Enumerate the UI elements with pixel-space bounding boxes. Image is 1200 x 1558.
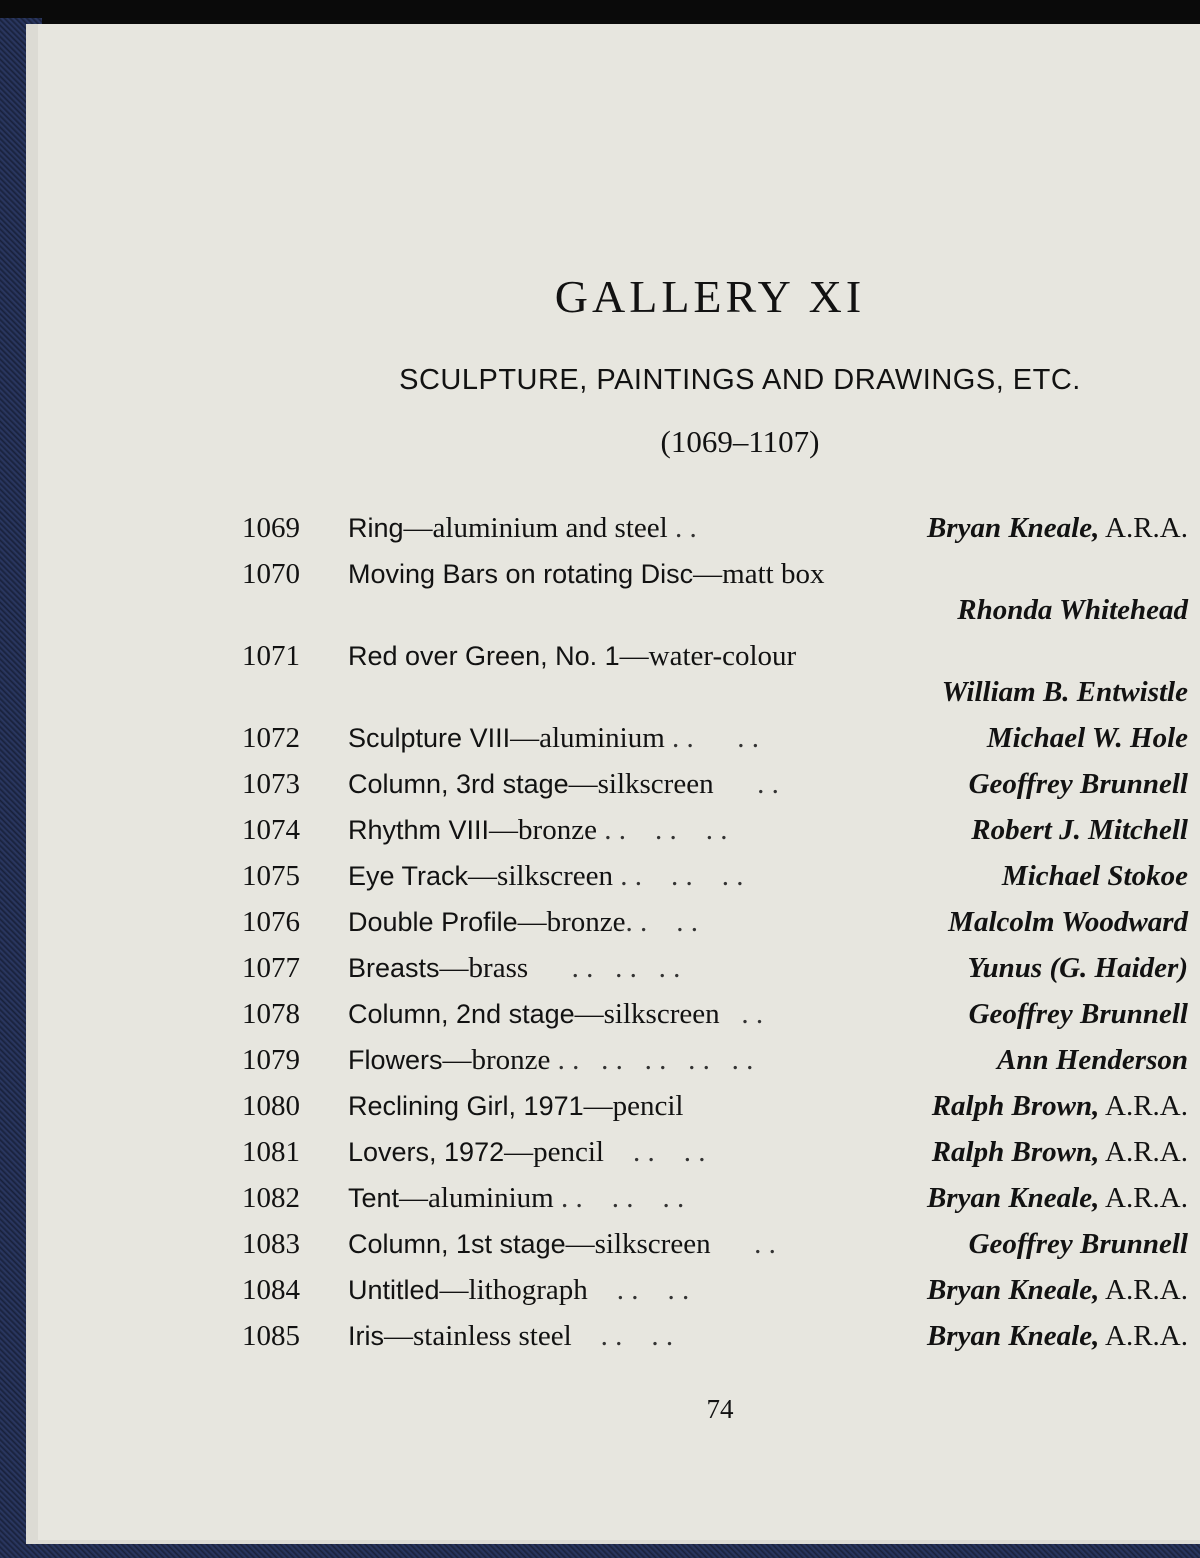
dot-leader: . . . . . .: [596, 814, 728, 846]
work-title: Flowers: [348, 1045, 443, 1075]
work-title-line: [348, 640, 796, 673]
work-title-line: [348, 768, 779, 801]
catalogue-number: 1078: [242, 998, 300, 1030]
dot-leader: . . . .: [603, 1136, 706, 1168]
work-title: Eye Track: [348, 861, 469, 891]
catalogue-entry: [242, 1274, 1188, 1320]
artist-name: Rhonda Whitehead: [957, 594, 1188, 626]
work-medium: —matt box: [693, 558, 825, 590]
artist-honor: A.R.A.: [1099, 1182, 1188, 1214]
artist-credit: [997, 1044, 1188, 1077]
artist-credit: [1002, 860, 1188, 893]
work-title-line: [348, 722, 759, 755]
catalogue-number: 1080: [242, 1090, 300, 1122]
artist-credit: [948, 906, 1188, 939]
artist-credit: [927, 1320, 1188, 1353]
work-title-line: [348, 860, 744, 893]
dot-leader: . . . .: [587, 1274, 690, 1306]
catalogue-number: 1082: [242, 1182, 300, 1214]
catalogue-entry: [242, 1320, 1188, 1366]
gallery-title: GALLERY XI: [554, 271, 866, 322]
catalogue-number-range: (1069–1107): [660, 424, 820, 459]
artist-credit: [932, 1090, 1188, 1123]
dot-leader: . . . . . .: [553, 1182, 685, 1214]
work-title: Tent: [348, 1183, 400, 1213]
work-title: Ring: [348, 513, 404, 543]
work-title: Sculpture VIII: [348, 723, 511, 753]
dot-leader: . . . . . . . . . .: [550, 1044, 754, 1076]
work-title-line: [348, 906, 698, 939]
catalogue-number: 1073: [242, 768, 300, 800]
artist-credit: [971, 814, 1188, 847]
catalogue-page: [38, 24, 1200, 1540]
page-number: 74: [706, 1394, 734, 1424]
catalogue-number: 1083: [242, 1228, 300, 1260]
section-subtitle: SCULPTURE, PAINTINGS AND DRAWINGS, ETC.: [399, 364, 1081, 396]
artist-name: Bryan Kneale,: [926, 1274, 1100, 1306]
artist-honor: A.R.A.: [1099, 1320, 1188, 1352]
dot-leader: . . . .: [664, 722, 760, 754]
work-medium: —pencil: [583, 1090, 684, 1122]
work-title: Lovers, 1972: [348, 1137, 505, 1167]
dot-leader: . .: [710, 1228, 776, 1260]
dot-leader: . .: [719, 998, 764, 1030]
work-title-line: [348, 512, 697, 545]
catalogue-number: 1075: [242, 860, 300, 892]
work-title-line: [348, 952, 680, 985]
artist-name: Geoffrey Brunnell: [968, 768, 1188, 800]
catalogue-entry: [242, 860, 1188, 906]
artist-credit: [932, 1136, 1188, 1169]
catalogue-entry: [242, 1228, 1188, 1274]
dot-leader: . . . . . .: [613, 860, 744, 892]
work-title: Iris: [348, 1321, 384, 1351]
work-medium: —stainless steel: [384, 1320, 572, 1352]
catalogue-number: 1074: [242, 814, 300, 846]
artist-credit: [967, 952, 1188, 985]
work-title: Column, 2nd stage: [348, 999, 575, 1029]
catalogue-entry: [242, 952, 1188, 998]
catalogue-entry: [242, 558, 1188, 640]
work-medium: —aluminium: [399, 1182, 554, 1214]
catalogue-entry: [242, 1090, 1188, 1136]
work-title-line: [348, 1182, 684, 1215]
work-title: Red over Green, No. 1: [348, 641, 620, 671]
work-title-line: [348, 558, 824, 591]
work-medium: —aluminium: [510, 722, 665, 754]
work-medium: —silkscreen: [565, 1228, 711, 1260]
artist-credit: [969, 998, 1188, 1031]
work-title-line: [348, 1044, 753, 1077]
work-title: Rhythm VIII: [348, 815, 490, 845]
catalogue-entry: [242, 722, 1188, 768]
artist-credit: [942, 676, 1188, 709]
work-title-line: [348, 1320, 673, 1353]
artist-name: Ralph Brown,: [931, 1090, 1100, 1122]
catalogue-entry: [242, 998, 1188, 1044]
work-medium: —bronze: [517, 906, 626, 938]
catalogue-number: 1071: [242, 640, 300, 672]
work-title-line: [348, 1090, 683, 1123]
work-medium: —pencil: [504, 1136, 604, 1168]
work-title: Untitled: [348, 1275, 440, 1305]
work-medium: —aluminium and steel: [403, 512, 668, 544]
dot-leader: . .: [713, 768, 779, 800]
catalogue-number: 1079: [242, 1044, 300, 1076]
catalogue-entry: [242, 814, 1188, 860]
work-title: Column, 3rd stage: [348, 769, 569, 799]
catalogue-entry: [242, 768, 1188, 814]
artist-name: Geoffrey Brunnell: [968, 998, 1188, 1030]
artist-honor: A.R.A.: [1099, 1090, 1188, 1122]
work-title: Column, 1st stage: [348, 1229, 566, 1259]
artist-name: Ann Henderson: [997, 1044, 1188, 1076]
artist-name: Malcolm Woodward: [948, 906, 1188, 938]
catalogue-number: 1069: [242, 512, 300, 544]
work-medium: —bronze: [489, 814, 597, 846]
artist-honor: A.R.A.: [1099, 512, 1188, 544]
artist-credit: [969, 1228, 1188, 1261]
work-title: Breasts: [348, 953, 440, 983]
catalogue-number: 1072: [242, 722, 300, 754]
work-title-line: [348, 1274, 689, 1307]
work-medium: —water-colour: [619, 640, 797, 672]
catalogue-entry: [242, 1182, 1188, 1228]
artist-name: William B. Entwistle: [941, 676, 1188, 708]
artist-name: Bryan Kneale,: [926, 1320, 1100, 1352]
catalogue-entry: [242, 640, 1188, 722]
work-title-line: [348, 1228, 776, 1261]
dot-leader: . . . .: [571, 1320, 674, 1352]
catalogue-entry-list: [242, 512, 1188, 1366]
work-medium: —silkscreen: [468, 860, 614, 892]
catalogue-number: 1084: [242, 1274, 300, 1306]
artist-name: Ralph Brown,: [931, 1136, 1100, 1168]
work-medium: —brass: [439, 952, 529, 984]
catalogue-entry: [242, 1136, 1188, 1182]
artist-honor: A.R.A.: [1099, 1274, 1188, 1306]
work-medium: —silkscreen: [574, 998, 720, 1030]
artist-credit: [927, 1274, 1188, 1307]
book-cover-edge: [0, 1544, 1200, 1558]
catalogue-entry: [242, 906, 1188, 952]
catalogue-entry: [242, 512, 1188, 558]
artist-name: Bryan Kneale,: [926, 512, 1100, 544]
catalogue-number: 1077: [242, 952, 300, 984]
work-title: Reclining Girl, 1971: [348, 1091, 584, 1121]
work-title: Double Profile: [348, 907, 518, 937]
artist-credit: [969, 768, 1188, 801]
artist-name: Robert J. Mitchell: [971, 814, 1188, 846]
catalogue-entry: [242, 1044, 1188, 1090]
artist-name: Bryan Kneale,: [926, 1182, 1100, 1214]
work-medium: —silkscreen: [568, 768, 714, 800]
artist-name: Michael Stokoe: [1001, 860, 1188, 892]
dot-leader: . . . .: [625, 906, 698, 938]
work-title-line: [348, 814, 727, 847]
dot-leader: . .: [667, 512, 697, 544]
dot-leader: . . . . . .: [528, 952, 681, 984]
artist-honor: A.R.A.: [1099, 1136, 1188, 1168]
artist-credit: [927, 512, 1188, 545]
artist-name: Geoffrey Brunnell: [968, 1228, 1188, 1260]
work-title: Moving Bars on rotating Disc: [348, 559, 694, 589]
artist-name: Yunus (G. Haider): [967, 952, 1188, 984]
work-title-line: [348, 998, 763, 1031]
work-medium: —lithograph: [439, 1274, 588, 1306]
artist-credit: [957, 594, 1188, 627]
catalogue-number: 1076: [242, 906, 300, 938]
artist-credit: [987, 722, 1188, 755]
artist-name: Michael W. Hole: [986, 722, 1188, 754]
catalogue-number: 1081: [242, 1136, 300, 1168]
work-medium: —bronze: [442, 1044, 551, 1076]
catalogue-number: 1085: [242, 1320, 300, 1352]
catalogue-number: 1070: [242, 558, 300, 590]
artist-credit: [927, 1182, 1188, 1215]
work-title-line: [348, 1136, 705, 1169]
